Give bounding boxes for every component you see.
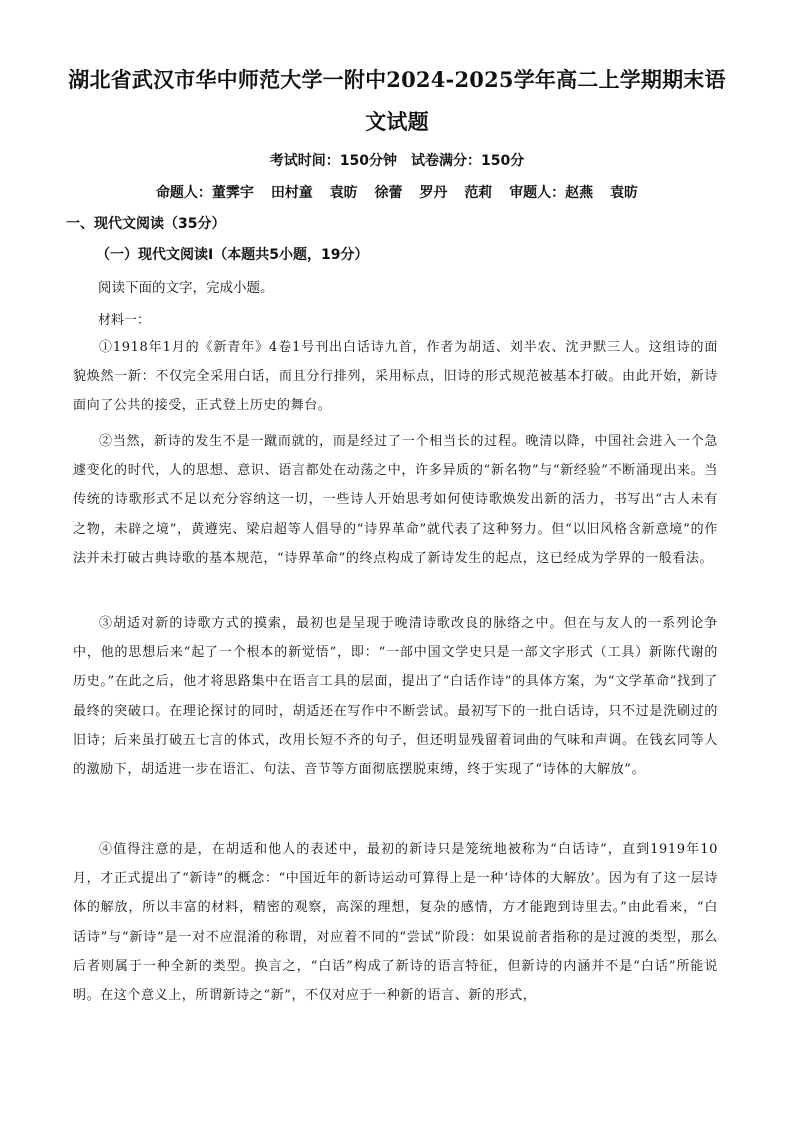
paragraph-4: ④值得注意的是，在胡适和他人的表述中，最初的新诗只是笼统地被称为“白话诗”，直到1919年10月，才正式提出了“新诗”的概念：“中国近年的新诗运动可算得上是一种‘诗体的大解放’。因为有了这一层诗体的解放，所以丰富的材料，精密的观察，高深的理想，复杂的感情，方才能跑到诗里去。”由此看来，“白话诗”与“新诗”是一对不应混淆的称谓，对应着不同的“尝试”阶段：如果说前者指称的是过渡的类型，那么后者则属于一种全新的类型。换言之，“白话”构成了新诗的语言特征，但新诗的内涵并不是“白话”所能说明。在这个意义上，所谓新诗之“新”，不仅对应于一种新的语言、新的形式， <box>73 842 718 1004</box>
author-item: 袁昉 <box>329 185 358 201</box>
author-item: 田村童 <box>270 185 313 201</box>
author-list <box>60 182 734 202</box>
document-title-line1: 湖北省武汉市华中师范大学一附中2024-2025学年高二上学期期末语 <box>68 67 726 92</box>
subsection-heading: （一）现代文阅读Ⅰ（本题共5小题，19分） <box>96 247 369 263</box>
author-item: 范莉 <box>464 185 493 201</box>
paragraph-1: ①1918年1月的《新青年》4卷1号刊出白话诗九首，作者为胡适、刘半农、沈尹默三人。这组诗的面貌焕然一新：不仅完全采用白话，而且分行排列，采用标点，旧诗的形式规范被基本打破。由此开始，新诗面向了公共的接受，正式登上历史的舞台。 <box>73 340 718 414</box>
material-label: 材料一： <box>98 313 151 328</box>
author-item: 徐蕾 <box>374 185 403 201</box>
paragraph-2: ②当然，新诗的发生不是一蹴而就的，而是经过了一个相当长的过程。晚清以降，中国社会进入一个急遽变化的时代，人的思想、意识、语言都处在动荡之中，许多异质的“新名物”与“新经验”不断涌现出来。当传统的诗歌形式不足以充分容纳这一切，一些诗人开始思考如何使诗歌焕发出新的活力，书写出“古人未有之物，未辟之境”，黄遵宪、梁启超等人倡导的“诗界革命”就代表了这种努力。但“以旧风格含新意境”的作法并未打破古典诗歌的基本规范，“诗界革命”的终点构成了新诗发生的起点，这已经成为学界的一般看法。 <box>73 434 718 566</box>
paragraph-3: ③胡适对新的诗歌方式的摸索，最初也是呈现于晚清诗歌改良的脉络之中。但在与友人的一系列论争中，他的思想后来“起了一个根本的新觉悟”，即：“一部中国文学史只是一部文字形式（工具）新陈代谢的历史。”在此之后，他才将思路集中在语言工具的层面，提出了“白话作诗”的具体方案，为“文学革命”找到了最终的突破口。在理论探讨的同时，胡适还在写作中不断尝试。最初写下的一批白话诗，只不过是洗刷过的旧诗；后来虽打破五七言的体式，改用长短不齐的句子，但还明显残留着词曲的气味和声调。在钱玄同等人的激励下，胡适进一步在语汇、句法、音节等方面彻底摆脱束缚，终于实现了“诗体的大解放”。 <box>73 616 718 778</box>
author-item: 命题人：董霁宇 <box>155 185 254 201</box>
section-heading: 一、现代文阅读（35分） <box>66 216 226 232</box>
reviewer-item: 袁昉 <box>610 185 639 201</box>
exam-info: 考试时间：150分钟 试卷满分：150分 <box>269 153 525 169</box>
document-title-line2: 文试题 <box>365 109 429 134</box>
reviewer-item: 审题人：赵燕 <box>509 185 594 201</box>
reading-instruction: 阅读下面的文字，完成小题。 <box>98 280 274 296</box>
author-item: 罗丹 <box>419 185 448 201</box>
